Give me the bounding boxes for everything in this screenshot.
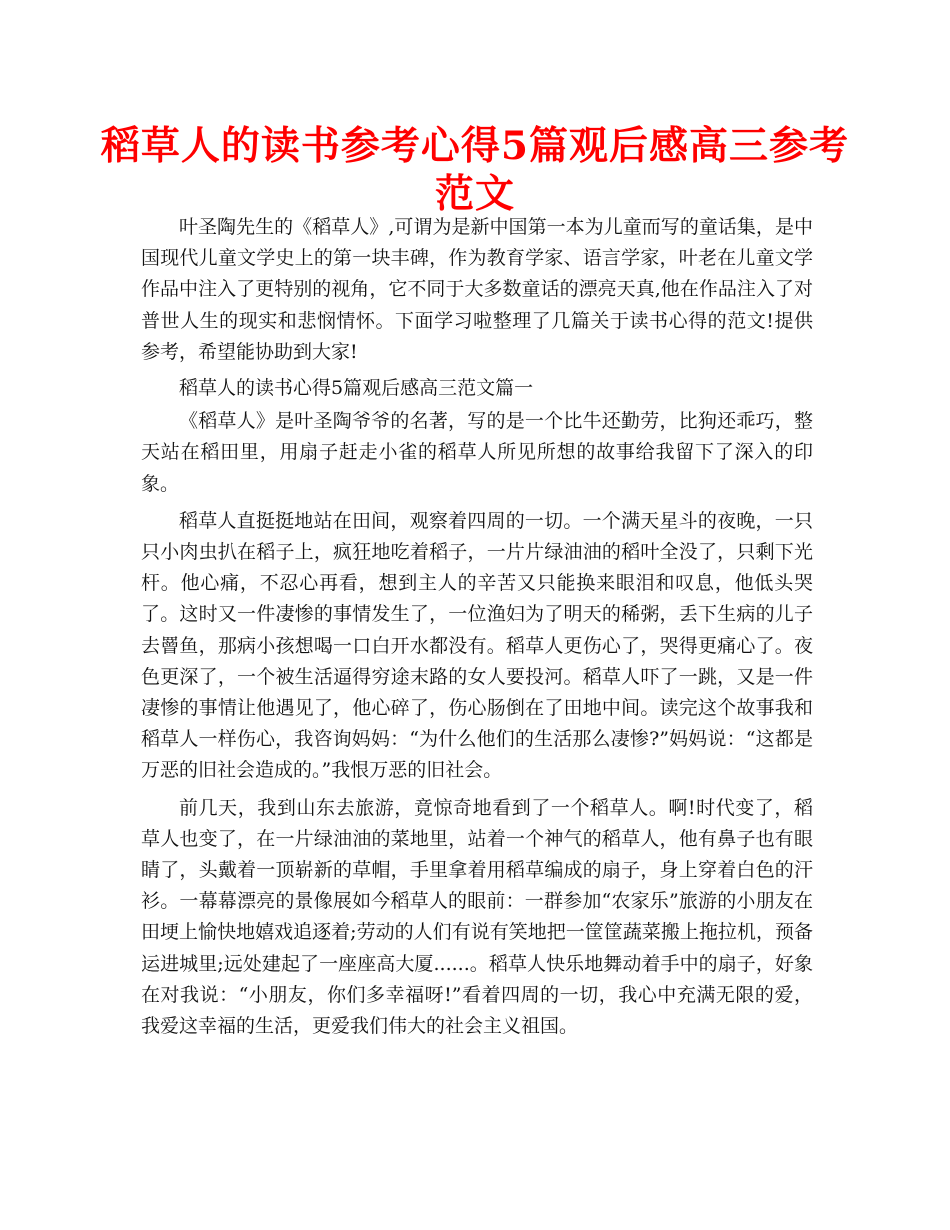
body-paragraph-3: 前几天，我到山东去旅游，竟惊奇地看到了一个稻草人。啊!时代变了，稻草人也变了，在一片绿油油的菜地里，站着一个神气的稻草人，他有鼻子也有眼睛了，头戴着一顶崭新的草帽，手里拿着用稻草编成的扇子，身上穿着白色的汗衫。一幕幕漂亮的景像展如今稻草人的眼前：一群参加“农家乐”旅游的小朋友在田埂上愉快地嬉戏追逐着;劳动的人们有说有笑地把一筐筐蔬菜搬上拖拉机，预备运进城里;远处建起了一座座高大厦......。稻草人快乐地舞动着手中的扇子，好象在对我说：“小朋友，你们多幸福呀!”看着四周的一切，我心中充满无限的爱，我爱这幸福的生活，更爱我们伟大的社会主义祖国。	[141, 796, 813, 1038]
section-heading: 稻草人的读书心得5篇观后感高三范文篇一	[179, 377, 534, 400]
body-paragraph-2: 稻草人直挺挺地站在田间，观察着四周的一切。一个满天星斗的夜晚，一只只小肉虫扒在稻子上，疯狂地吃着稻子，一片片绿油油的稻叶全没了，只剩下光杆。他心痛，不忍心再看，想到主人的辛苦又只能换来眼泪和叹息，他低头哭了。这时又一件凄惨的事情发生了，一位渔妇为了明天的稀粥，丢下生病的儿子去罾鱼，那病小孩想喝一口白开水都没有。稻草人更伤心了，哭得更痛心了。夜色更深了，一个被生活逼得穷途末路的女人要投河。稻草人吓了一跳，又是一件凄惨的事情让他遇见了，他心碎了，伤心肠倒在了田地中间。读完这个故事我和稻草人一样伤心，我咨询妈妈：“为什么他们的生活那么凄惨?”妈妈说：“这都是万恶的旧社会造成的。”我恨万恶的旧社会。	[141, 509, 813, 782]
intro-paragraph: 叶圣陶先生的《稻草人》,可谓为是新中国第一本为儿童而写的童话集，是中国现代儿童文学史上的第一块丰碑，作为教育学家、语言学家，叶老在儿童文学作品中注入了更特别的视角，它不同于大多数童话的漂亮天真,他在作品注入了对普世人生的现实和悲悯情怀。下面学习啦整理了几篇关于读书心得的范文!提供参考，希望能协助到大家!	[141, 216, 813, 363]
document-body	[141, 212, 813, 1042]
body-paragraph-1: 《稻草人》是叶圣陶爷爷的名著，写的是一个比牛还勤劳，比狗还乖巧，整天站在稻田里，用扇子赶走小雀的稻草人所见所想的故事给我留下了深入的印象。	[141, 410, 813, 495]
document-title: 稻草人的读书参考心得5篇观后感高三参考范文	[100, 123, 850, 217]
